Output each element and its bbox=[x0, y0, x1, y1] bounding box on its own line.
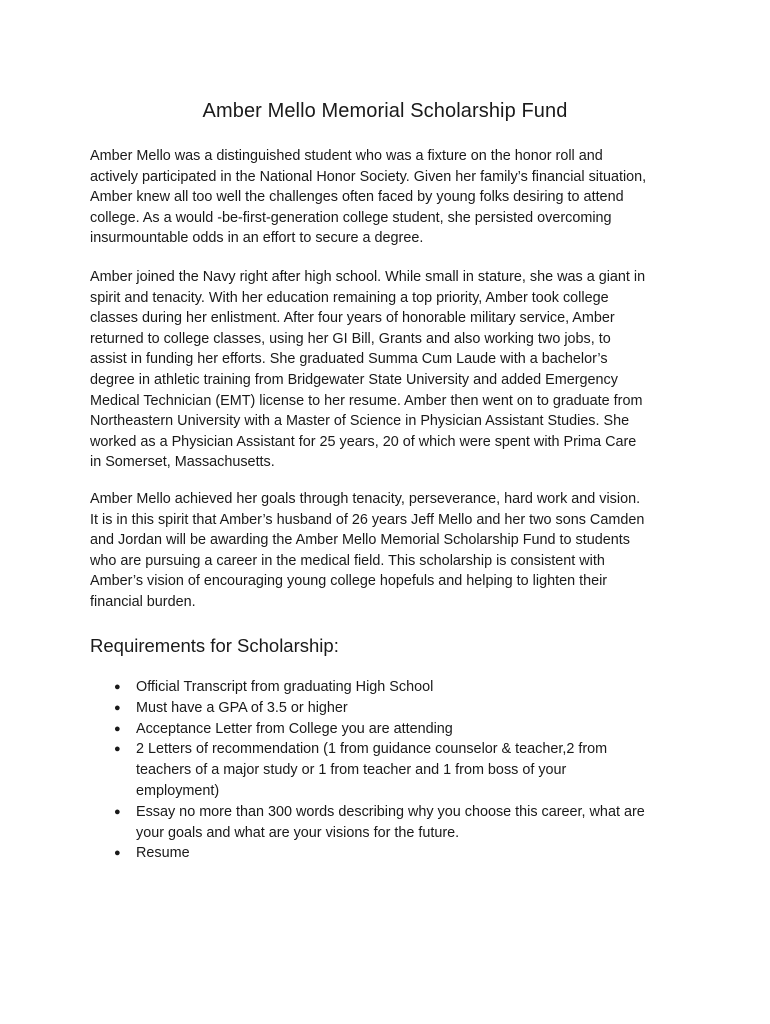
paragraph-line: financial burden. bbox=[90, 593, 196, 610]
paragraph-scholarship-purpose bbox=[90, 489, 690, 613]
requirement-text: Essay no more than 300 words describing why you choose this career, what are bbox=[136, 803, 645, 820]
bullet-icon: ● bbox=[114, 847, 121, 860]
paragraph-line: Amber’s vision of encouraging young college hopefuls and helping to lighten their bbox=[90, 573, 608, 590]
requirement-item bbox=[90, 719, 690, 740]
bullet-icon: ● bbox=[114, 743, 121, 756]
requirements-heading: Requirements for Scholarship: bbox=[90, 635, 339, 656]
requirement-item bbox=[90, 677, 690, 698]
paragraph-line: spirit and tenacity. With her education remaining a top priority, Amber took college bbox=[90, 289, 609, 306]
paragraph-line: classes during her enlistment. After four years of honorable military service, Amber bbox=[90, 310, 615, 327]
paragraph-line: actively participated in the National Honor Society. Given her family’s financial situation, bbox=[90, 168, 647, 185]
requirement-text: 2 Letters of recommendation (1 from guidance counselor & teacher,2 from bbox=[136, 741, 608, 758]
requirement-text: your goals and what are your visions for the future. bbox=[136, 824, 460, 841]
requirements-list bbox=[90, 677, 690, 864]
bullet-icon: ● bbox=[114, 805, 121, 818]
paragraph-biography-career bbox=[90, 267, 690, 473]
paragraph-line: Northeastern University with a Master of Science in Physician Assistant Studies. She bbox=[90, 413, 630, 430]
paragraph-line: It is in this spirit that Amber’s husband of 26 years Jeff Mello and her two sons Camden bbox=[90, 511, 645, 528]
requirement-item bbox=[90, 843, 690, 864]
requirement-item bbox=[90, 698, 690, 719]
paragraph-line: returned to college classes, using her GI Bill, Grants and also working two jobs, to bbox=[90, 330, 611, 347]
paragraph-line: in Somerset, Massachusetts. bbox=[90, 454, 275, 471]
requirement-text: Must have a GPA of 3.5 or higher bbox=[136, 699, 348, 716]
requirement-item bbox=[90, 802, 690, 844]
paragraph-line: assist in funding her efforts. She graduated Summa Cum Laude with a bachelor’s bbox=[90, 351, 608, 368]
paragraph-line: Amber joined the Navy right after high school. While small in stature, she was a giant in bbox=[90, 269, 646, 285]
paragraph-biography-intro bbox=[90, 146, 690, 249]
requirement-item bbox=[90, 739, 690, 801]
paragraph-line: degree in athletic training from Bridgewater State University and added Emergency bbox=[90, 371, 618, 388]
paragraph-line: Amber Mello was a distinguished student who was a fixture on the honor roll and bbox=[90, 148, 603, 164]
requirement-text: Resume bbox=[136, 845, 190, 862]
bullet-icon: ● bbox=[114, 722, 121, 735]
paragraph-line: Amber knew all too well the challenges often faced by young folks desiring to attend bbox=[90, 189, 624, 206]
bullet-icon: ● bbox=[114, 681, 121, 693]
document-title: Amber Mello Memorial Scholarship Fund bbox=[202, 100, 568, 122]
paragraph-line: Medical Technician (EMT) license to her resume. Amber then went on to graduate from bbox=[90, 392, 643, 409]
bullet-icon: ● bbox=[114, 701, 121, 714]
paragraph-line: college. As a would -be-first-generation college student, she persisted overcoming bbox=[90, 209, 612, 226]
paragraph-line: insurmountable odds in an effort to secure a degree. bbox=[90, 230, 424, 247]
requirement-text: teachers of a major study or 1 from teacher and 1 from boss of your bbox=[136, 762, 567, 779]
requirement-text: Acceptance Letter from College you are attending bbox=[136, 720, 453, 737]
requirement-text: Official Transcript from graduating High School bbox=[136, 679, 434, 695]
paragraph-line: worked as a Physician Assistant for 25 years, 20 of which were spent with Prima Care bbox=[90, 433, 637, 450]
paragraph-line: who are pursuing a career in the medical field. This scholarship is consistent with bbox=[90, 552, 605, 569]
paragraph-line: Amber Mello achieved her goals through tenacity, perseverance, hard work and vision. bbox=[90, 491, 641, 507]
requirement-text: employment) bbox=[136, 782, 220, 799]
paragraph-line: and Jordan will be awarding the Amber Mello Memorial Scholarship Fund to students bbox=[90, 532, 630, 549]
